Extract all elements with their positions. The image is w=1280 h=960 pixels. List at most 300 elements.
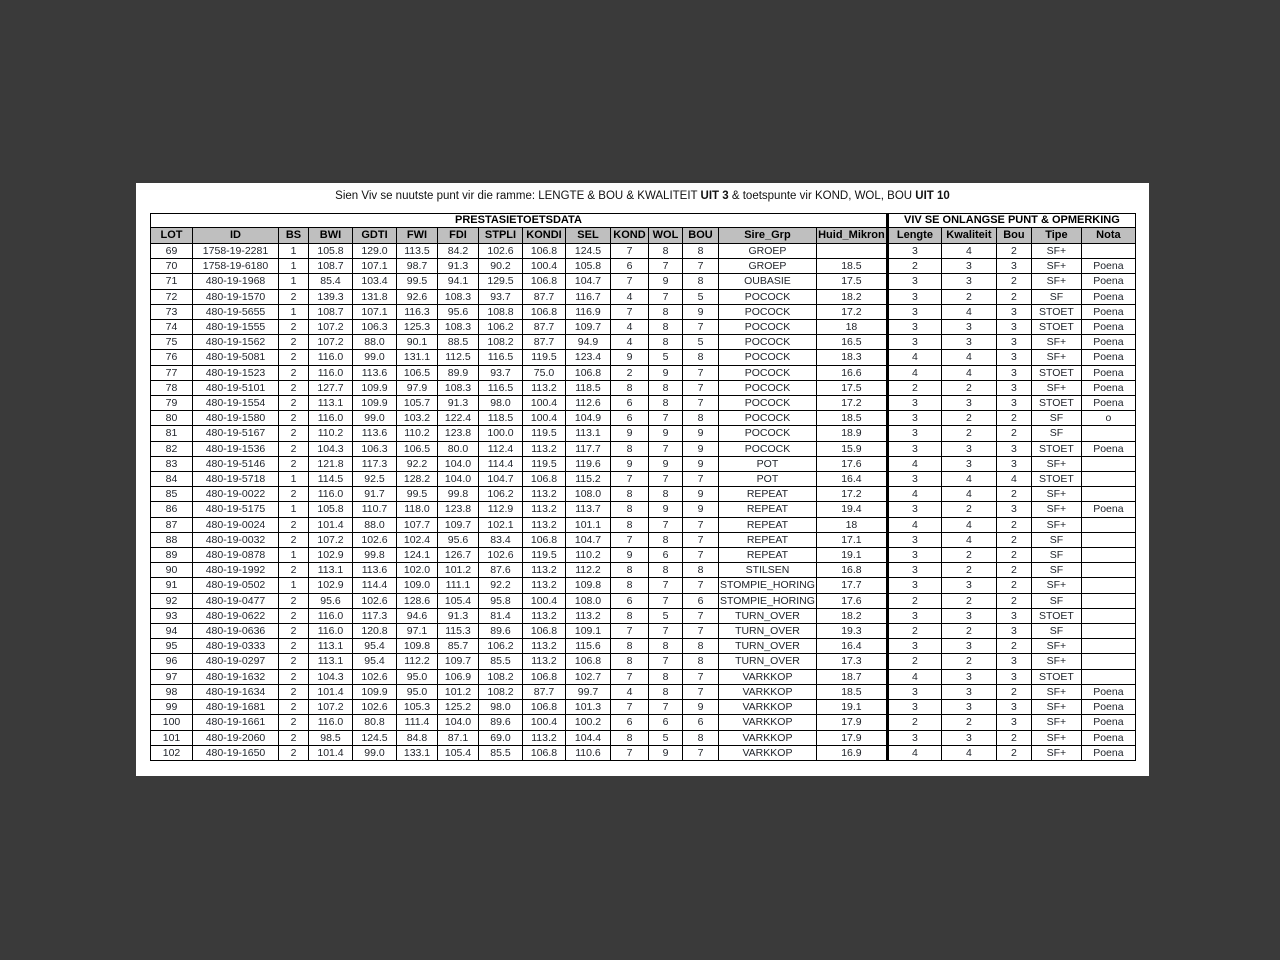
table-cell: 7 — [611, 669, 649, 684]
group-header: PRESTASIETOETSDATA — [151, 214, 888, 228]
table-cell: POCOCK — [719, 365, 817, 380]
table-cell — [1081, 487, 1135, 502]
table-cell: 95.6 — [438, 304, 479, 319]
table-row — [151, 380, 1136, 395]
table-cell: 102.7 — [566, 669, 611, 684]
table-cell: 102.6 — [353, 700, 397, 715]
table-cell: 1 — [279, 578, 309, 593]
table-cell: 104.7 — [566, 274, 611, 289]
table-cell: 84.8 — [397, 730, 438, 745]
table-cell: 7 — [683, 365, 719, 380]
table-cell: 116.0 — [309, 608, 353, 623]
table-cell: 1 — [279, 274, 309, 289]
table-cell: 4 — [887, 350, 941, 365]
table-cell: 87.7 — [523, 335, 566, 350]
table-cell: 3 — [887, 274, 941, 289]
table-cell: 3 — [996, 380, 1031, 395]
table-cell: 127.7 — [309, 380, 353, 395]
table-cell: 99.8 — [353, 548, 397, 563]
table-cell: STOET — [1031, 365, 1081, 380]
table-cell: 84.2 — [438, 244, 479, 259]
table-cell: 18.5 — [816, 411, 887, 426]
table-cell: 2 — [279, 396, 309, 411]
table-cell: 3 — [887, 563, 941, 578]
table-cell: 108.0 — [566, 593, 611, 608]
table-cell: 18.5 — [816, 259, 887, 274]
table-cell: 3 — [941, 335, 996, 350]
table-cell: 86 — [151, 502, 193, 517]
table-cell: 7 — [683, 396, 719, 411]
table-cell: 113.2 — [523, 639, 566, 654]
table-cell: 3 — [996, 502, 1031, 517]
table-cell: 9 — [611, 456, 649, 471]
table-cell: 2 — [887, 624, 941, 639]
table-cell: 113.1 — [309, 639, 353, 654]
table-cell: 4 — [941, 472, 996, 487]
table-cell: 123.4 — [566, 350, 611, 365]
table-cell: 6 — [611, 259, 649, 274]
table-cell — [1081, 624, 1135, 639]
table-cell: 8 — [683, 730, 719, 745]
table-cell: 3 — [941, 259, 996, 274]
table-cell: 3 — [996, 700, 1031, 715]
table-cell: 2 — [279, 669, 309, 684]
table-row — [151, 274, 1136, 289]
table-cell: STOMPIE_HORING — [720, 579, 815, 592]
table-cell: Poena — [1081, 350, 1135, 365]
table-cell: 2 — [887, 380, 941, 395]
table-cell: 116.0 — [309, 624, 353, 639]
table-cell: 8 — [611, 730, 649, 745]
table-cell: 124.5 — [353, 730, 397, 745]
table-cell: 91.3 — [438, 608, 479, 623]
table-cell: 2 — [279, 654, 309, 669]
table-cell: 1 — [279, 244, 309, 259]
table-cell: 113.2 — [523, 517, 566, 532]
table-cell: 98.5 — [309, 730, 353, 745]
table-cell: 85.4 — [309, 274, 353, 289]
table-cell: 109.9 — [353, 380, 397, 395]
table-cell: 105.8 — [309, 244, 353, 259]
table-cell: VARKKOP — [719, 669, 817, 684]
table-cell: 108.3 — [438, 320, 479, 335]
table-cell: 91.3 — [438, 396, 479, 411]
table-cell: 109.0 — [397, 578, 438, 593]
table-cell: 17.6 — [816, 456, 887, 471]
table-cell: TURN_OVER — [719, 624, 817, 639]
table-row — [151, 624, 1136, 639]
table-cell: 3 — [941, 578, 996, 593]
table-row — [151, 456, 1136, 471]
table-cell: POCOCK — [719, 304, 817, 319]
table-cell: 81 — [151, 426, 193, 441]
table-cell: SF+ — [1031, 456, 1081, 471]
table-cell: 94.1 — [438, 274, 479, 289]
table-cell: 480-19-1968 — [193, 274, 279, 289]
table-cell: 4 — [887, 365, 941, 380]
table-cell: 109.1 — [566, 624, 611, 639]
table-cell: 3 — [887, 320, 941, 335]
table-cell: 3 — [887, 502, 941, 517]
table-cell: 74 — [151, 320, 193, 335]
table-cell: 4 — [611, 320, 649, 335]
column-header-lengte: Lengte — [887, 228, 941, 244]
table-cell: 3 — [996, 396, 1031, 411]
table-cell: 3 — [887, 639, 941, 654]
table-cell: 119.5 — [523, 456, 566, 471]
table-cell: 16.8 — [816, 563, 887, 578]
table-cell: 8 — [683, 350, 719, 365]
table-cell: 3 — [887, 472, 941, 487]
table-cell: 116.0 — [309, 715, 353, 730]
table-cell: 2 — [941, 715, 996, 730]
table-cell: 95.0 — [397, 684, 438, 699]
table-cell: 3 — [887, 289, 941, 304]
table-cell: 480-19-1681 — [193, 700, 279, 715]
table-cell: 116.3 — [397, 304, 438, 319]
table-cell: 3 — [941, 608, 996, 623]
table-cell: 3 — [941, 639, 996, 654]
table-cell: 119.5 — [523, 426, 566, 441]
table-cell: 3 — [996, 320, 1031, 335]
table-cell: 8 — [649, 639, 683, 654]
table-cell: 480-19-1536 — [193, 441, 279, 456]
table-cell: 87.6 — [479, 563, 523, 578]
table-cell: 2 — [279, 487, 309, 502]
table-cell: 88.0 — [353, 335, 397, 350]
table-cell: 8 — [649, 684, 683, 699]
table-cell: SF+ — [1031, 502, 1081, 517]
table-cell: 106.8 — [523, 274, 566, 289]
table-cell: 3 — [996, 304, 1031, 319]
table-cell: SF — [1031, 593, 1081, 608]
table-cell: 118.0 — [397, 502, 438, 517]
table-cell: 9 — [611, 350, 649, 365]
table-cell: 90 — [151, 563, 193, 578]
table-cell — [1081, 244, 1135, 259]
table-cell: 112.9 — [479, 502, 523, 517]
table-cell: 113.2 — [523, 502, 566, 517]
table-cell: 102.6 — [479, 548, 523, 563]
table-cell: 108.2 — [479, 669, 523, 684]
table-cell: 78 — [151, 380, 193, 395]
table-cell: STOET — [1031, 304, 1081, 319]
table-cell: 123.8 — [438, 426, 479, 441]
table-cell: 7 — [683, 472, 719, 487]
table-cell: 17.9 — [816, 730, 887, 745]
table-cell: SF+ — [1031, 715, 1081, 730]
table-cell: 124.5 — [566, 244, 611, 259]
table-cell: TURN_OVER — [719, 639, 817, 654]
table-row — [151, 259, 1136, 274]
table-cell: 113.6 — [353, 365, 397, 380]
table-cell: SF+ — [1031, 350, 1081, 365]
column-header-tipe: Tipe — [1031, 228, 1081, 244]
column-header-kond: KOND — [611, 228, 649, 244]
table-cell: 95.4 — [353, 639, 397, 654]
table-cell: 113.7 — [566, 502, 611, 517]
table-cell: 480-19-5101 — [193, 380, 279, 395]
table-cell: 3 — [996, 259, 1031, 274]
table-cell: 113.2 — [566, 608, 611, 623]
table-cell: 128.2 — [397, 472, 438, 487]
table-cell: 118.5 — [566, 380, 611, 395]
table-cell: 4 — [941, 532, 996, 547]
table-cell: 131.1 — [397, 350, 438, 365]
table-cell: 6 — [611, 396, 649, 411]
table-cell: 102.4 — [397, 532, 438, 547]
table-cell: 95.8 — [479, 593, 523, 608]
table-cell: 480-19-5655 — [193, 304, 279, 319]
table-cell: 105.8 — [309, 502, 353, 517]
table-cell: 480-19-5146 — [193, 456, 279, 471]
table-cell: 3 — [996, 441, 1031, 456]
table-cell: 3 — [941, 669, 996, 684]
table-row — [151, 548, 1136, 563]
table-cell: 8 — [649, 244, 683, 259]
table-cell: 7 — [611, 745, 649, 760]
table-cell: 7 — [649, 259, 683, 274]
table-cell: 2 — [279, 593, 309, 608]
table-cell: 122.4 — [438, 411, 479, 426]
table-cell: 115.3 — [438, 624, 479, 639]
table-cell: STOET — [1031, 608, 1081, 623]
table-cell: POCOCK — [719, 289, 817, 304]
table-cell: 104.0 — [438, 456, 479, 471]
table-cell: 8 — [611, 608, 649, 623]
table-cell: 3 — [887, 684, 941, 699]
table-cell: 108.3 — [438, 289, 479, 304]
table-cell: 3 — [996, 715, 1031, 730]
table-cell: 3 — [887, 396, 941, 411]
table-cell: 79 — [151, 396, 193, 411]
table-cell: 126.7 — [438, 548, 479, 563]
column-header-id: ID — [193, 228, 279, 244]
table-cell: 110.2 — [397, 426, 438, 441]
table-cell: 2 — [996, 593, 1031, 608]
table-cell: 117.3 — [353, 456, 397, 471]
table-cell: 6 — [611, 715, 649, 730]
table-cell: 116.0 — [309, 365, 353, 380]
table-cell: 112.5 — [438, 350, 479, 365]
table-cell: 113.2 — [523, 730, 566, 745]
table-cell: 17.5 — [816, 380, 887, 395]
table-cell: 106.8 — [523, 244, 566, 259]
table-cell: 91.7 — [353, 487, 397, 502]
table-cell: 113.1 — [566, 426, 611, 441]
table-row — [151, 396, 1136, 411]
table-cell: 106.8 — [523, 304, 566, 319]
table-cell: 100.4 — [523, 593, 566, 608]
table-cell: Poena — [1081, 730, 1135, 745]
table-cell: 8 — [683, 411, 719, 426]
table-cell: VARKKOP — [719, 684, 817, 699]
table-cell: 99.5 — [397, 487, 438, 502]
table-cell: 7 — [611, 244, 649, 259]
table-cell: 2 — [279, 350, 309, 365]
table-cell: 2 — [996, 487, 1031, 502]
column-header-huid_mikron: Huid_Mikron — [816, 228, 887, 244]
table-cell: 3 — [941, 274, 996, 289]
table-cell: 113.5 — [397, 244, 438, 259]
table-cell: 2 — [996, 730, 1031, 745]
column-header-kondi: KONDI — [523, 228, 566, 244]
table-cell: 3 — [887, 578, 941, 593]
table-cell: 9 — [649, 456, 683, 471]
table-cell: 102.6 — [353, 593, 397, 608]
table-row — [151, 532, 1136, 547]
table-cell: 95.6 — [438, 532, 479, 547]
table-cell: 100.4 — [523, 396, 566, 411]
table-cell: 2 — [279, 532, 309, 547]
table-cell: 8 — [649, 487, 683, 502]
table-cell: 117.7 — [566, 441, 611, 456]
title-text: Sien Viv se nuutste punt vir die ramme: LENGTE & BOU & KWALITEIT — [335, 190, 701, 202]
table-cell: 87.7 — [523, 684, 566, 699]
table-cell: 95.4 — [353, 654, 397, 669]
table-cell: 112.6 — [566, 396, 611, 411]
table-cell — [816, 244, 887, 259]
table-cell: 114.5 — [309, 472, 353, 487]
table-cell: 2 — [941, 548, 996, 563]
table-cell: 106.3 — [353, 441, 397, 456]
table-cell: 119.5 — [523, 350, 566, 365]
column-header-fdi: FDI — [438, 228, 479, 244]
table-cell: 106.5 — [397, 441, 438, 456]
table-cell: 3 — [887, 548, 941, 563]
table-cell: 111.4 — [397, 715, 438, 730]
table-cell: 107.1 — [353, 259, 397, 274]
table-row — [151, 320, 1136, 335]
table-cell: 85.5 — [479, 745, 523, 760]
table-cell: 124.1 — [397, 548, 438, 563]
table-cell: 101.2 — [438, 684, 479, 699]
table-cell: 2 — [941, 593, 996, 608]
table-cell: 17.1 — [816, 532, 887, 547]
table-cell: 120.8 — [353, 624, 397, 639]
table-cell: 4 — [941, 365, 996, 380]
table-cell: POCOCK — [719, 335, 817, 350]
table-cell: 104.0 — [438, 472, 479, 487]
table-cell: 113.2 — [523, 487, 566, 502]
table-cell: STOET — [1031, 441, 1081, 456]
table-cell: 101.4 — [309, 745, 353, 760]
table-cell: 7 — [649, 578, 683, 593]
table-cell: 16.5 — [816, 335, 887, 350]
table-cell: 6 — [649, 715, 683, 730]
table-cell: 113.1 — [309, 563, 353, 578]
table-cell: STOET — [1031, 320, 1081, 335]
table-cell: 108.8 — [479, 304, 523, 319]
table-cell: 9 — [649, 426, 683, 441]
table-cell: 106.2 — [479, 639, 523, 654]
table-cell: 7 — [611, 472, 649, 487]
table-cell: 480-19-1554 — [193, 396, 279, 411]
table-row — [151, 411, 1136, 426]
table-cell: TURN_OVER — [719, 608, 817, 623]
table-cell: 113.2 — [523, 578, 566, 593]
table-cell: 104.3 — [309, 441, 353, 456]
column-header-lot: LOT — [151, 228, 193, 244]
table-cell: 3 — [887, 441, 941, 456]
table-cell: 480-19-1661 — [193, 715, 279, 730]
table-cell: 2 — [279, 456, 309, 471]
table-cell: 109.8 — [566, 578, 611, 593]
table-cell: 84 — [151, 472, 193, 487]
table-cell: 102.9 — [309, 548, 353, 563]
table-cell: 99.0 — [353, 350, 397, 365]
table-cell: 18 — [816, 517, 887, 532]
table-cell: 1 — [279, 548, 309, 563]
table-cell: 7 — [683, 532, 719, 547]
table-cell: 2 — [611, 365, 649, 380]
table-row — [151, 578, 1136, 593]
table-cell: 80.0 — [438, 441, 479, 456]
table-cell: 102.9 — [309, 578, 353, 593]
table-row — [151, 639, 1136, 654]
table-cell: 85.5 — [479, 654, 523, 669]
table-cell: 94.9 — [566, 335, 611, 350]
column-header-row — [151, 228, 1136, 244]
table-row — [151, 426, 1136, 441]
table-cell: 95.6 — [309, 593, 353, 608]
table-row — [151, 684, 1136, 699]
table-cell: 101.2 — [438, 563, 479, 578]
table-cell: 94.6 — [397, 608, 438, 623]
table-cell: POCOCK — [719, 320, 817, 335]
table-cell: 480-19-0297 — [193, 654, 279, 669]
column-header-sel: SEL — [566, 228, 611, 244]
table-cell: SF+ — [1031, 380, 1081, 395]
table-cell: 2 — [996, 244, 1031, 259]
table-cell: 90.2 — [479, 259, 523, 274]
table-cell: 15.9 — [816, 441, 887, 456]
table-cell: 8 — [683, 244, 719, 259]
table-cell: SF+ — [1031, 487, 1081, 502]
table-cell: 97.1 — [397, 624, 438, 639]
table-cell: 3 — [887, 426, 941, 441]
group-header: VIV SE ONLANGSE PUNT & OPMERKING — [887, 214, 1135, 228]
table-cell — [1081, 426, 1135, 441]
table-cell: 7 — [683, 624, 719, 639]
table-cell: SF+ — [1031, 335, 1081, 350]
table-cell: 95 — [151, 639, 193, 654]
table-cell: 9 — [683, 456, 719, 471]
table-cell: 116.7 — [566, 289, 611, 304]
table-cell: 88 — [151, 532, 193, 547]
table-cell: 2 — [941, 411, 996, 426]
table-cell: 6 — [683, 593, 719, 608]
table-cell: 101.4 — [309, 684, 353, 699]
table-cell: 480-19-0022 — [193, 487, 279, 502]
table-cell: 7 — [683, 684, 719, 699]
performance-table — [150, 213, 1136, 761]
table-cell: SF+ — [1031, 639, 1081, 654]
table-cell: 18.5 — [816, 684, 887, 699]
table-cell: 7 — [649, 654, 683, 669]
table-cell: 92 — [151, 593, 193, 608]
table-cell: 18.7 — [816, 669, 887, 684]
table-cell: 8 — [649, 335, 683, 350]
table-cell: 2 — [279, 563, 309, 578]
column-header-bs: BS — [279, 228, 309, 244]
table-cell — [1081, 608, 1135, 623]
table-cell: 89.6 — [479, 624, 523, 639]
table-cell: 480-19-0622 — [193, 608, 279, 623]
table-cell: 113.6 — [353, 426, 397, 441]
table-cell: 8 — [611, 502, 649, 517]
column-header-gdti: GDTI — [353, 228, 397, 244]
